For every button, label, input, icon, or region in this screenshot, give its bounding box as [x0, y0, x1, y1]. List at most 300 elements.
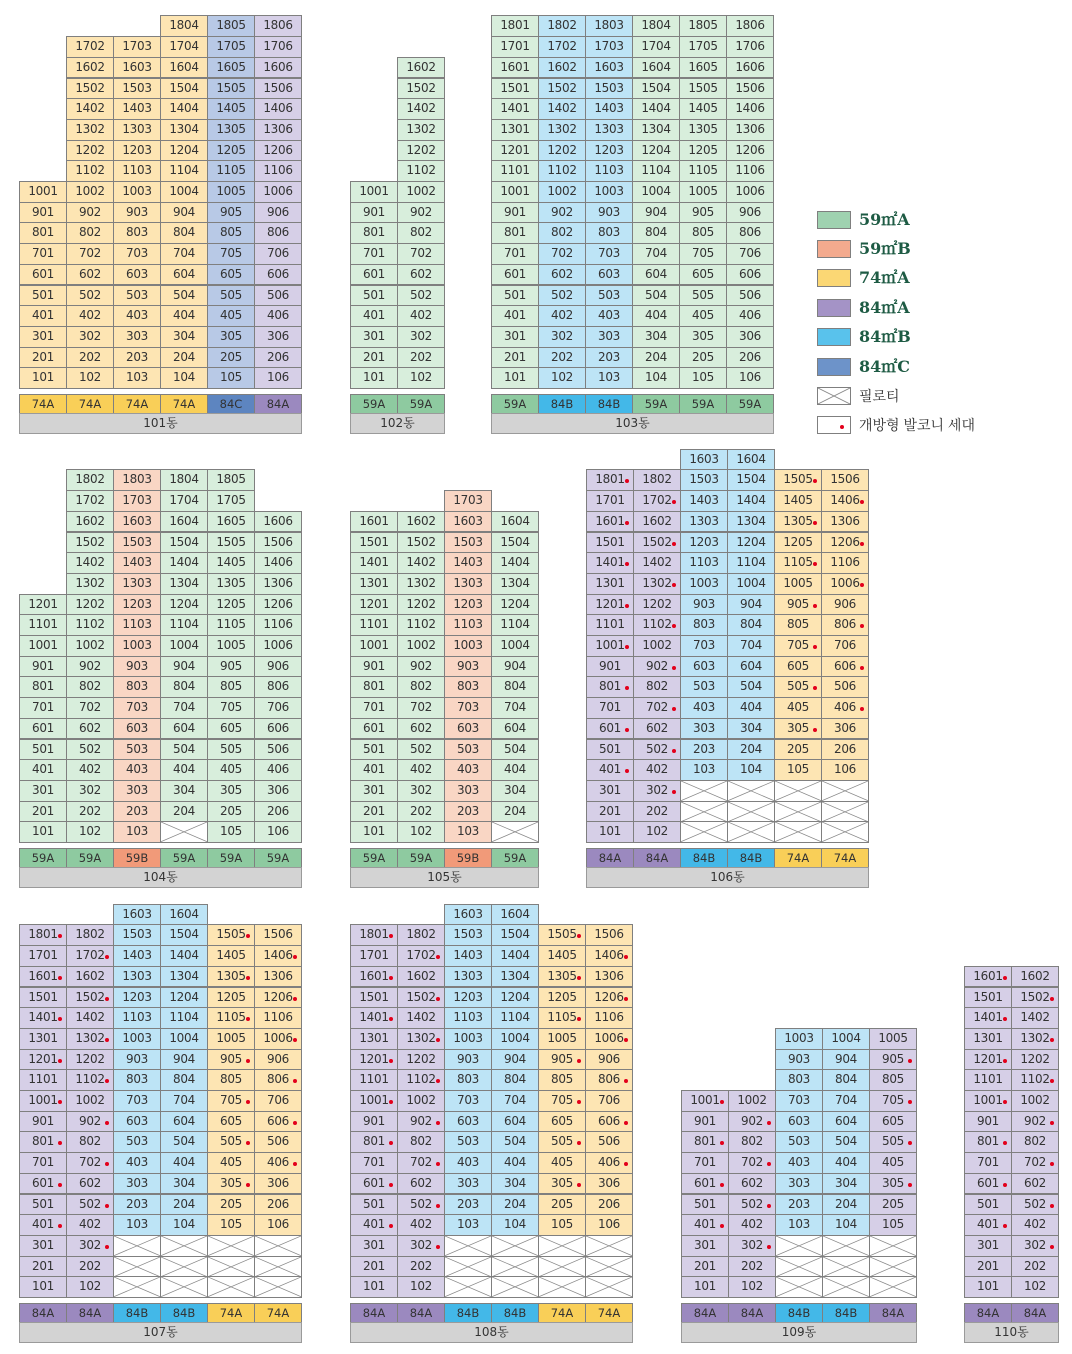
- unit-cell: 301: [681, 1235, 729, 1257]
- unit-cell: 802: [66, 222, 114, 244]
- unit-cell: 1204: [160, 987, 208, 1009]
- unit-cell: 1003: [680, 573, 728, 595]
- piloti-cell: [113, 1276, 161, 1298]
- unit-cell: 304: [160, 326, 208, 348]
- unit-cell: 1303: [585, 119, 633, 141]
- unit-cell: 102: [397, 1276, 445, 1298]
- unit-cell: 605: [869, 1111, 917, 1133]
- unit-cell: 1501: [19, 987, 67, 1009]
- piloti-cell: [775, 1256, 823, 1278]
- unit-cell: 805: [207, 676, 255, 698]
- unit-cell: 504: [491, 1131, 539, 1153]
- unit-cell: 101: [491, 367, 539, 389]
- unit-cell: 1105: [207, 160, 255, 182]
- unit-cell: 805: [207, 222, 255, 244]
- unit-cell: 405: [207, 305, 255, 327]
- unit-cell: 701: [19, 697, 67, 719]
- unit-cell: 1103: [444, 614, 492, 636]
- unit-cell: 405: [538, 1152, 586, 1174]
- unit-cell: 901: [964, 1111, 1012, 1133]
- unit-type-label: 59A: [491, 848, 539, 868]
- unit-cell: 704: [160, 243, 208, 265]
- unit-cell: 406: [726, 305, 774, 327]
- unit-cell: 603: [444, 718, 492, 740]
- unit-cell: 203: [113, 801, 161, 823]
- unit-cell: 903: [113, 1049, 161, 1071]
- unit-cell: 1203: [113, 140, 161, 162]
- unit-cell: 301: [350, 1235, 398, 1257]
- unit-cell: 1604: [491, 904, 539, 926]
- unit-cell: 904: [160, 1049, 208, 1071]
- unit-cell: 1201: [350, 1049, 398, 1071]
- piloti-cell: [254, 1256, 302, 1278]
- unit-cell: 602: [397, 1173, 445, 1195]
- piloti-cell: [822, 1235, 870, 1257]
- unit-cell: 1705: [207, 36, 255, 58]
- unit-cell: 503: [775, 1131, 823, 1153]
- piloti-cell: [444, 1256, 492, 1278]
- unit-cell: 1802: [633, 469, 681, 491]
- piloti-cell: [538, 1276, 586, 1298]
- unit-cell: 502: [66, 285, 114, 307]
- unit-cell: 1001: [681, 1090, 729, 1112]
- unit-cell: 1004: [727, 573, 775, 595]
- unit-cell: 402: [397, 305, 445, 327]
- unit-cell: 404: [160, 305, 208, 327]
- unit-cell: 1801: [491, 15, 539, 37]
- unit-cell: 401: [19, 305, 67, 327]
- unit-cell: 1703: [444, 490, 492, 512]
- unit-cell: 1805: [207, 469, 255, 491]
- unit-type-label: 59A: [726, 394, 774, 414]
- unit-cell: 504: [822, 1131, 870, 1153]
- unit-cell: 105: [679, 367, 727, 389]
- unit-cell: 905: [207, 656, 255, 678]
- unit-cell: 1705: [207, 490, 255, 512]
- unit-cell: 1003: [444, 635, 492, 657]
- unit-cell: 602: [397, 718, 445, 740]
- unit-cell: 402: [633, 759, 681, 781]
- unit-cell: 306: [821, 718, 869, 740]
- unit-cell: 901: [491, 202, 539, 224]
- unit-cell: 1004: [491, 635, 539, 657]
- unit-cell: 503: [680, 676, 728, 698]
- unit-cell: 201: [350, 801, 398, 823]
- unit-cell: 703: [113, 243, 161, 265]
- unit-cell: 101: [350, 367, 398, 389]
- unit-cell: 1403: [444, 552, 492, 574]
- unit-cell: 501: [19, 285, 67, 307]
- unit-cell: 302: [397, 1235, 445, 1257]
- unit-cell: 1002: [397, 181, 445, 203]
- unit-cell: 1503: [585, 78, 633, 100]
- unit-cell: 1201: [491, 140, 539, 162]
- unit-cell: 1504: [491, 532, 539, 554]
- unit-type-label: 84A: [19, 1303, 67, 1323]
- unit-cell: 1601: [350, 966, 398, 988]
- unit-cell: 1406: [585, 945, 633, 967]
- unit-type-label: 59A: [254, 848, 302, 868]
- unit-cell: 706: [821, 635, 869, 657]
- unit-cell: 1303: [444, 573, 492, 595]
- unit-cell: 405: [869, 1152, 917, 1174]
- unit-cell: 1604: [491, 511, 539, 533]
- unit-cell: 1502: [66, 987, 114, 1009]
- unit-cell: 1206: [726, 140, 774, 162]
- unit-cell: 1305: [207, 119, 255, 141]
- unit-cell: 404: [822, 1152, 870, 1174]
- unit-cell: 204: [160, 1194, 208, 1216]
- piloti-cell: [491, 1235, 539, 1257]
- unit-cell: 902: [66, 656, 114, 678]
- unit-cell: 705: [679, 243, 727, 265]
- building-name: 110동: [964, 1322, 1059, 1343]
- unit-cell: 501: [491, 285, 539, 307]
- unit-cell: 304: [727, 718, 775, 740]
- unit-cell: 1401: [586, 552, 634, 574]
- unit-cell: 903: [113, 202, 161, 224]
- unit-cell: 502: [397, 1194, 445, 1216]
- unit-cell: 105: [207, 1214, 255, 1236]
- unit-cell: 702: [728, 1152, 776, 1174]
- unit-cell: 805: [207, 1069, 255, 1091]
- unit-cell: 202: [397, 347, 445, 369]
- unit-cell: 702: [397, 243, 445, 265]
- unit-cell: 203: [585, 347, 633, 369]
- unit-cell: 1504: [727, 469, 775, 491]
- unit-cell: 1606: [254, 57, 302, 79]
- unit-cell: 1202: [66, 1049, 114, 1071]
- unit-cell: 1006: [726, 181, 774, 203]
- unit-cell: 1306: [254, 119, 302, 141]
- unit-cell: 605: [207, 264, 255, 286]
- unit-cell: 806: [726, 222, 774, 244]
- unit-cell: 305: [869, 1173, 917, 1195]
- unit-cell: 304: [160, 1173, 208, 1195]
- unit-cell: 1805: [207, 15, 255, 37]
- unit-cell: 105: [538, 1214, 586, 1236]
- unit-cell: 1504: [160, 924, 208, 946]
- unit-cell: 1502: [397, 532, 445, 554]
- unit-cell: 1003: [775, 1028, 823, 1050]
- unit-cell: 1301: [19, 1028, 67, 1050]
- legend-item-84B: [817, 326, 1037, 348]
- unit-type-label: 59A: [19, 848, 67, 868]
- legend-swatch: [817, 358, 851, 376]
- unit-cell: 704: [160, 1090, 208, 1112]
- unit-cell: 801: [964, 1131, 1012, 1153]
- unit-cell: 503: [113, 739, 161, 761]
- unit-cell: 1001: [491, 181, 539, 203]
- unit-cell: 206: [821, 739, 869, 761]
- unit-cell: 1305: [774, 511, 822, 533]
- unit-cell: 205: [774, 739, 822, 761]
- unit-cell: 1504: [491, 924, 539, 946]
- unit-cell: 1804: [632, 15, 680, 37]
- unit-cell: 703: [444, 1090, 492, 1112]
- unit-cell: 605: [679, 264, 727, 286]
- unit-cell: 205: [207, 801, 255, 823]
- unit-cell: 1602: [633, 511, 681, 533]
- unit-cell: 201: [19, 1256, 67, 1278]
- unit-cell: 1002: [397, 1090, 445, 1112]
- unit-cell: 1603: [444, 511, 492, 533]
- unit-cell: 404: [491, 759, 539, 781]
- unit-cell: 1806: [726, 15, 774, 37]
- unit-cell: 401: [350, 1214, 398, 1236]
- unit-type-label: 59B: [444, 848, 492, 868]
- piloti-cell: [869, 1256, 917, 1278]
- unit-cell: 1205: [538, 987, 586, 1009]
- unit-cell: 303: [444, 1173, 492, 1195]
- unit-cell: 503: [444, 739, 492, 761]
- unit-cell: 102: [66, 821, 114, 843]
- unit-cell: 1102: [397, 160, 445, 182]
- unit-cell: 1204: [491, 987, 539, 1009]
- unit-cell: 1602: [66, 966, 114, 988]
- unit-cell: 1703: [113, 36, 161, 58]
- unit-cell: 1003: [113, 1028, 161, 1050]
- unit-cell: 1102: [66, 160, 114, 182]
- unit-cell: 901: [19, 1111, 67, 1133]
- legend-label: 74㎡A: [859, 268, 910, 287]
- unit-cell: 402: [397, 759, 445, 781]
- unit-cell: 1102: [538, 160, 586, 182]
- unit-cell: 902: [397, 202, 445, 224]
- unit-cell: 503: [585, 285, 633, 307]
- unit-cell: 1206: [821, 532, 869, 554]
- unit-cell: 1505: [538, 924, 586, 946]
- unit-cell: 802: [397, 676, 445, 698]
- unit-cell: 601: [586, 718, 634, 740]
- unit-cell: 1702: [66, 36, 114, 58]
- unit-cell: 903: [113, 656, 161, 678]
- unit-cell: 705: [869, 1090, 917, 1112]
- unit-cell: 902: [633, 656, 681, 678]
- unit-cell: 1201: [350, 594, 398, 616]
- unit-cell: 1001: [19, 181, 67, 203]
- unit-cell: 705: [207, 1090, 255, 1112]
- unit-cell: 1503: [113, 532, 161, 554]
- unit-cell: 202: [66, 1256, 114, 1278]
- unit-cell: 101: [19, 367, 67, 389]
- unit-cell: 103: [113, 367, 161, 389]
- unit-cell: 1704: [160, 36, 208, 58]
- unit-cell: 202: [633, 801, 681, 823]
- unit-cell: 1406: [254, 552, 302, 574]
- unit-cell: 305: [207, 1173, 255, 1195]
- unit-cell: 1403: [585, 98, 633, 120]
- unit-cell: 303: [444, 780, 492, 802]
- unit-cell: 805: [774, 614, 822, 636]
- unit-cell: 1602: [397, 966, 445, 988]
- unit-cell: 1505: [774, 469, 822, 491]
- unit-cell: 505: [207, 739, 255, 761]
- unit-cell: 405: [207, 1152, 255, 1174]
- unit-cell: 502: [66, 739, 114, 761]
- unit-cell: 202: [1011, 1256, 1059, 1278]
- unit-type-label: 84A: [964, 1303, 1012, 1323]
- unit-cell: 1006: [585, 1028, 633, 1050]
- unit-cell: 503: [113, 285, 161, 307]
- unit-cell: 1304: [491, 966, 539, 988]
- unit-cell: 202: [538, 347, 586, 369]
- unit-cell: 1306: [726, 119, 774, 141]
- unit-cell: 102: [633, 821, 681, 843]
- unit-cell: 403: [113, 1152, 161, 1174]
- unit-cell: 1603: [113, 904, 161, 926]
- unit-cell: 603: [113, 718, 161, 740]
- unit-cell: 702: [66, 243, 114, 265]
- unit-cell: 101: [964, 1276, 1012, 1298]
- unit-cell: 1001: [19, 635, 67, 657]
- unit-cell: 1302: [1011, 1028, 1059, 1050]
- unit-cell: 1501: [964, 987, 1012, 1009]
- unit-cell: 401: [681, 1214, 729, 1236]
- unit-cell: 601: [681, 1173, 729, 1195]
- unit-cell: 602: [66, 718, 114, 740]
- unit-type-label: 84C: [207, 394, 255, 414]
- unit-cell: 1304: [160, 573, 208, 595]
- unit-cell: 904: [727, 594, 775, 616]
- unit-cell: 1006: [821, 573, 869, 595]
- unit-cell: 1801: [350, 924, 398, 946]
- unit-cell: 303: [113, 780, 161, 802]
- unit-cell: 306: [254, 326, 302, 348]
- unit-cell: 502: [397, 285, 445, 307]
- unit-cell: 203: [444, 801, 492, 823]
- unit-cell: 1502: [397, 987, 445, 1009]
- unit-type-label: 59A: [632, 394, 680, 414]
- unit-cell: 1006: [254, 635, 302, 657]
- unit-cell: 602: [633, 718, 681, 740]
- unit-cell: 406: [585, 1152, 633, 1174]
- unit-cell: 601: [19, 1173, 67, 1195]
- unit-cell: 904: [632, 202, 680, 224]
- piloti-cell: [491, 821, 539, 843]
- unit-cell: 801: [19, 676, 67, 698]
- unit-cell: 204: [822, 1194, 870, 1216]
- unit-cell: 101: [19, 1276, 67, 1298]
- building-name: 107동: [19, 1322, 302, 1343]
- unit-cell: 906: [726, 202, 774, 224]
- unit-cell: 205: [207, 347, 255, 369]
- unit-cell: 902: [397, 656, 445, 678]
- unit-cell: 701: [350, 1152, 398, 1174]
- unit-cell: 1202: [66, 140, 114, 162]
- unit-cell: 1502: [397, 78, 445, 100]
- unit-cell: 306: [585, 1173, 633, 1195]
- unit-cell: 401: [586, 759, 634, 781]
- unit-cell: 606: [821, 656, 869, 678]
- unit-cell: 1402: [66, 552, 114, 574]
- unit-cell: 501: [350, 285, 398, 307]
- unit-cell: 1503: [444, 924, 492, 946]
- unit-cell: 1305: [679, 119, 727, 141]
- unit-cell: 303: [680, 718, 728, 740]
- unit-cell: 901: [586, 656, 634, 678]
- building-name: 105동: [350, 867, 539, 888]
- unit-type-label: 74A: [19, 394, 67, 414]
- unit-cell: 105: [774, 759, 822, 781]
- unit-cell: 1501: [586, 532, 634, 554]
- unit-cell: 705: [207, 243, 255, 265]
- unit-cell: 1005: [207, 181, 255, 203]
- unit-cell: 1002: [1011, 1090, 1059, 1112]
- building-name: 108동: [350, 1322, 633, 1343]
- unit-cell: 1305: [538, 966, 586, 988]
- unit-cell: 302: [66, 1235, 114, 1257]
- unit-cell: 604: [822, 1111, 870, 1133]
- unit-cell: 702: [66, 697, 114, 719]
- unit-cell: 1206: [254, 987, 302, 1009]
- unit-cell: 305: [538, 1173, 586, 1195]
- unit-cell: 506: [585, 1131, 633, 1153]
- unit-cell: 302: [66, 780, 114, 802]
- unit-cell: 1304: [160, 966, 208, 988]
- unit-cell: 304: [491, 1173, 539, 1195]
- unit-cell: 1401: [19, 1007, 67, 1029]
- unit-cell: 302: [538, 326, 586, 348]
- unit-cell: 1803: [113, 469, 161, 491]
- unit-cell: 104: [491, 1214, 539, 1236]
- unit-cell: 903: [444, 656, 492, 678]
- unit-cell: 1304: [727, 511, 775, 533]
- unit-cell: 1506: [726, 78, 774, 100]
- unit-cell: 1304: [160, 119, 208, 141]
- piloti-cell: [160, 1235, 208, 1257]
- unit-cell: 904: [491, 1049, 539, 1071]
- unit-cell: 1004: [160, 181, 208, 203]
- unit-cell: 1303: [113, 119, 161, 141]
- unit-cell: 1002: [66, 635, 114, 657]
- unit-cell: 1302: [66, 119, 114, 141]
- piloti-cell: [821, 780, 869, 802]
- unit-cell: 1001: [19, 1090, 67, 1112]
- unit-cell: 1104: [727, 552, 775, 574]
- unit-cell: 502: [397, 739, 445, 761]
- unit-cell: 1801: [19, 924, 67, 946]
- unit-type-label: 59A: [491, 394, 539, 414]
- unit-type-label: 84B: [444, 1303, 492, 1323]
- unit-cell: 903: [444, 1049, 492, 1071]
- unit-cell: 202: [728, 1256, 776, 1278]
- unit-cell: 801: [491, 222, 539, 244]
- unit-cell: 302: [1011, 1235, 1059, 1257]
- unit-cell: 1405: [207, 552, 255, 574]
- unit-cell: 1203: [680, 532, 728, 554]
- unit-cell: 302: [397, 780, 445, 802]
- unit-cell: 1303: [444, 966, 492, 988]
- unit-cell: 302: [397, 326, 445, 348]
- unit-cell: 104: [160, 367, 208, 389]
- unit-cell: 602: [728, 1173, 776, 1195]
- unit-cell: 1105: [207, 1007, 255, 1029]
- unit-cell: 1601: [19, 966, 67, 988]
- unit-cell: 402: [66, 759, 114, 781]
- unit-cell: 903: [680, 594, 728, 616]
- unit-cell: 505: [207, 285, 255, 307]
- unit-cell: 1402: [633, 552, 681, 574]
- unit-cell: 902: [66, 202, 114, 224]
- unit-cell: 402: [538, 305, 586, 327]
- unit-cell: 601: [19, 718, 67, 740]
- unit-cell: 205: [679, 347, 727, 369]
- unit-cell: 302: [66, 326, 114, 348]
- building-name: 103동: [491, 413, 774, 434]
- unit-cell: 201: [19, 801, 67, 823]
- unit-type-label: 74A: [821, 848, 869, 868]
